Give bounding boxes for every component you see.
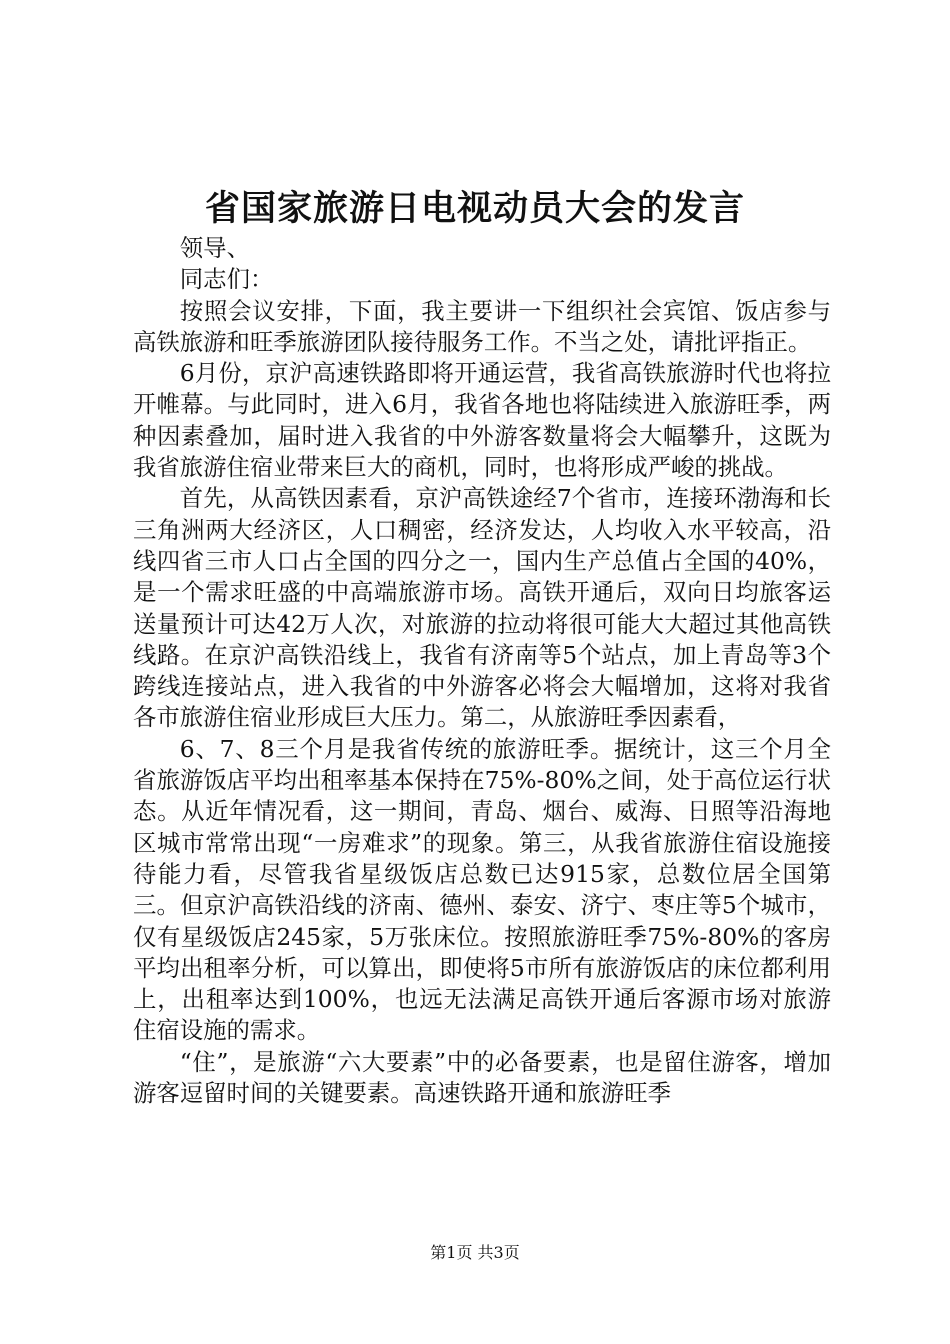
salutation-comrades: 同志们：	[179, 265, 274, 294]
paragraph-accommodation: “住”，是旅游“六大要素”中的必备要素，也是留住游客，增加游客逗留时间的关键要素。高速铁路开通和旅游旺季	[133, 1047, 831, 1108]
paragraph-intro: 按照会议安排，下面，我主要讲一下组织社会宾馆、饭店参与高铁旅游和旺季旅游团队接待服务工作。不当之处，请批评指正。	[133, 296, 831, 356]
paragraph-peak-season: 6、7、8三个月是我省传统的旅游旺季。据统计，这三个月全省旅游饭店平均出租率基本保持在75%-80%之间，处于高位运行状态。从近年情况看，这一期间，青岛、烟台、威海、日照等沿海地区城市常常出现“一房难求”的现象。第三，从我省旅游住宿设施接待能力看，尽管我省星级饭店总数已达915家，总数位居全国第三。但京沪高铁沿线的济南、德州、泰安、济宁、枣庄等5个城市，仅有星级饭店245家，5万张床位。按照旅游旺季75%-80%的客房平均出租率分析，可以算出，即使将5市所有旅游饭店的床位都利用上，出租率达到100%，也远无法满足高铁开通后客源市场对旅游住宿设施的需求。	[133, 734, 831, 1045]
page-number-footer: 第1页 共3页	[430, 1243, 520, 1262]
salutation-leaders: 领导、	[179, 234, 250, 262]
paragraph-background: 6月份，京沪高速铁路即将开通运营，我省高铁旅游时代也将拉开帷幕。与此同时，进入6月，我省各地也将陆续进入旅游旺季，两种因素叠加，届时进入我省的中外游客数量将会大幅攀升，这既为我省旅游住宿业带来巨大的商机，同时，也将形成严峻的挑战。	[133, 359, 831, 482]
document-body	[133, 233, 831, 1109]
paragraph-high-speed-rail: 首先，从高铁因素看，京沪高铁途经7个省市，连接环渤海和长三角洲两大经济区，人口稠密，经济发达，人均收入水平较高，沿线四省三市人口占全国的四分之一，国内生产总值占全国的40%，是一个需求旺盛的中高端旅游市场。高铁开通后，双向日均旅客运送量预计可达42万人次，对旅游的拉动将很可能大大超过其他高铁线路。在京沪高铁沿线上，我省有济南等5个站点，加上青岛等3个跨线连接站点，进入我省的中外游客必将会大幅增加，这将对我省各市旅游住宿业形成巨大压力。第二，从旅游旺季因素看，	[133, 484, 831, 732]
page-title: 省国家旅游日电视动员大会的发言	[204, 189, 745, 229]
